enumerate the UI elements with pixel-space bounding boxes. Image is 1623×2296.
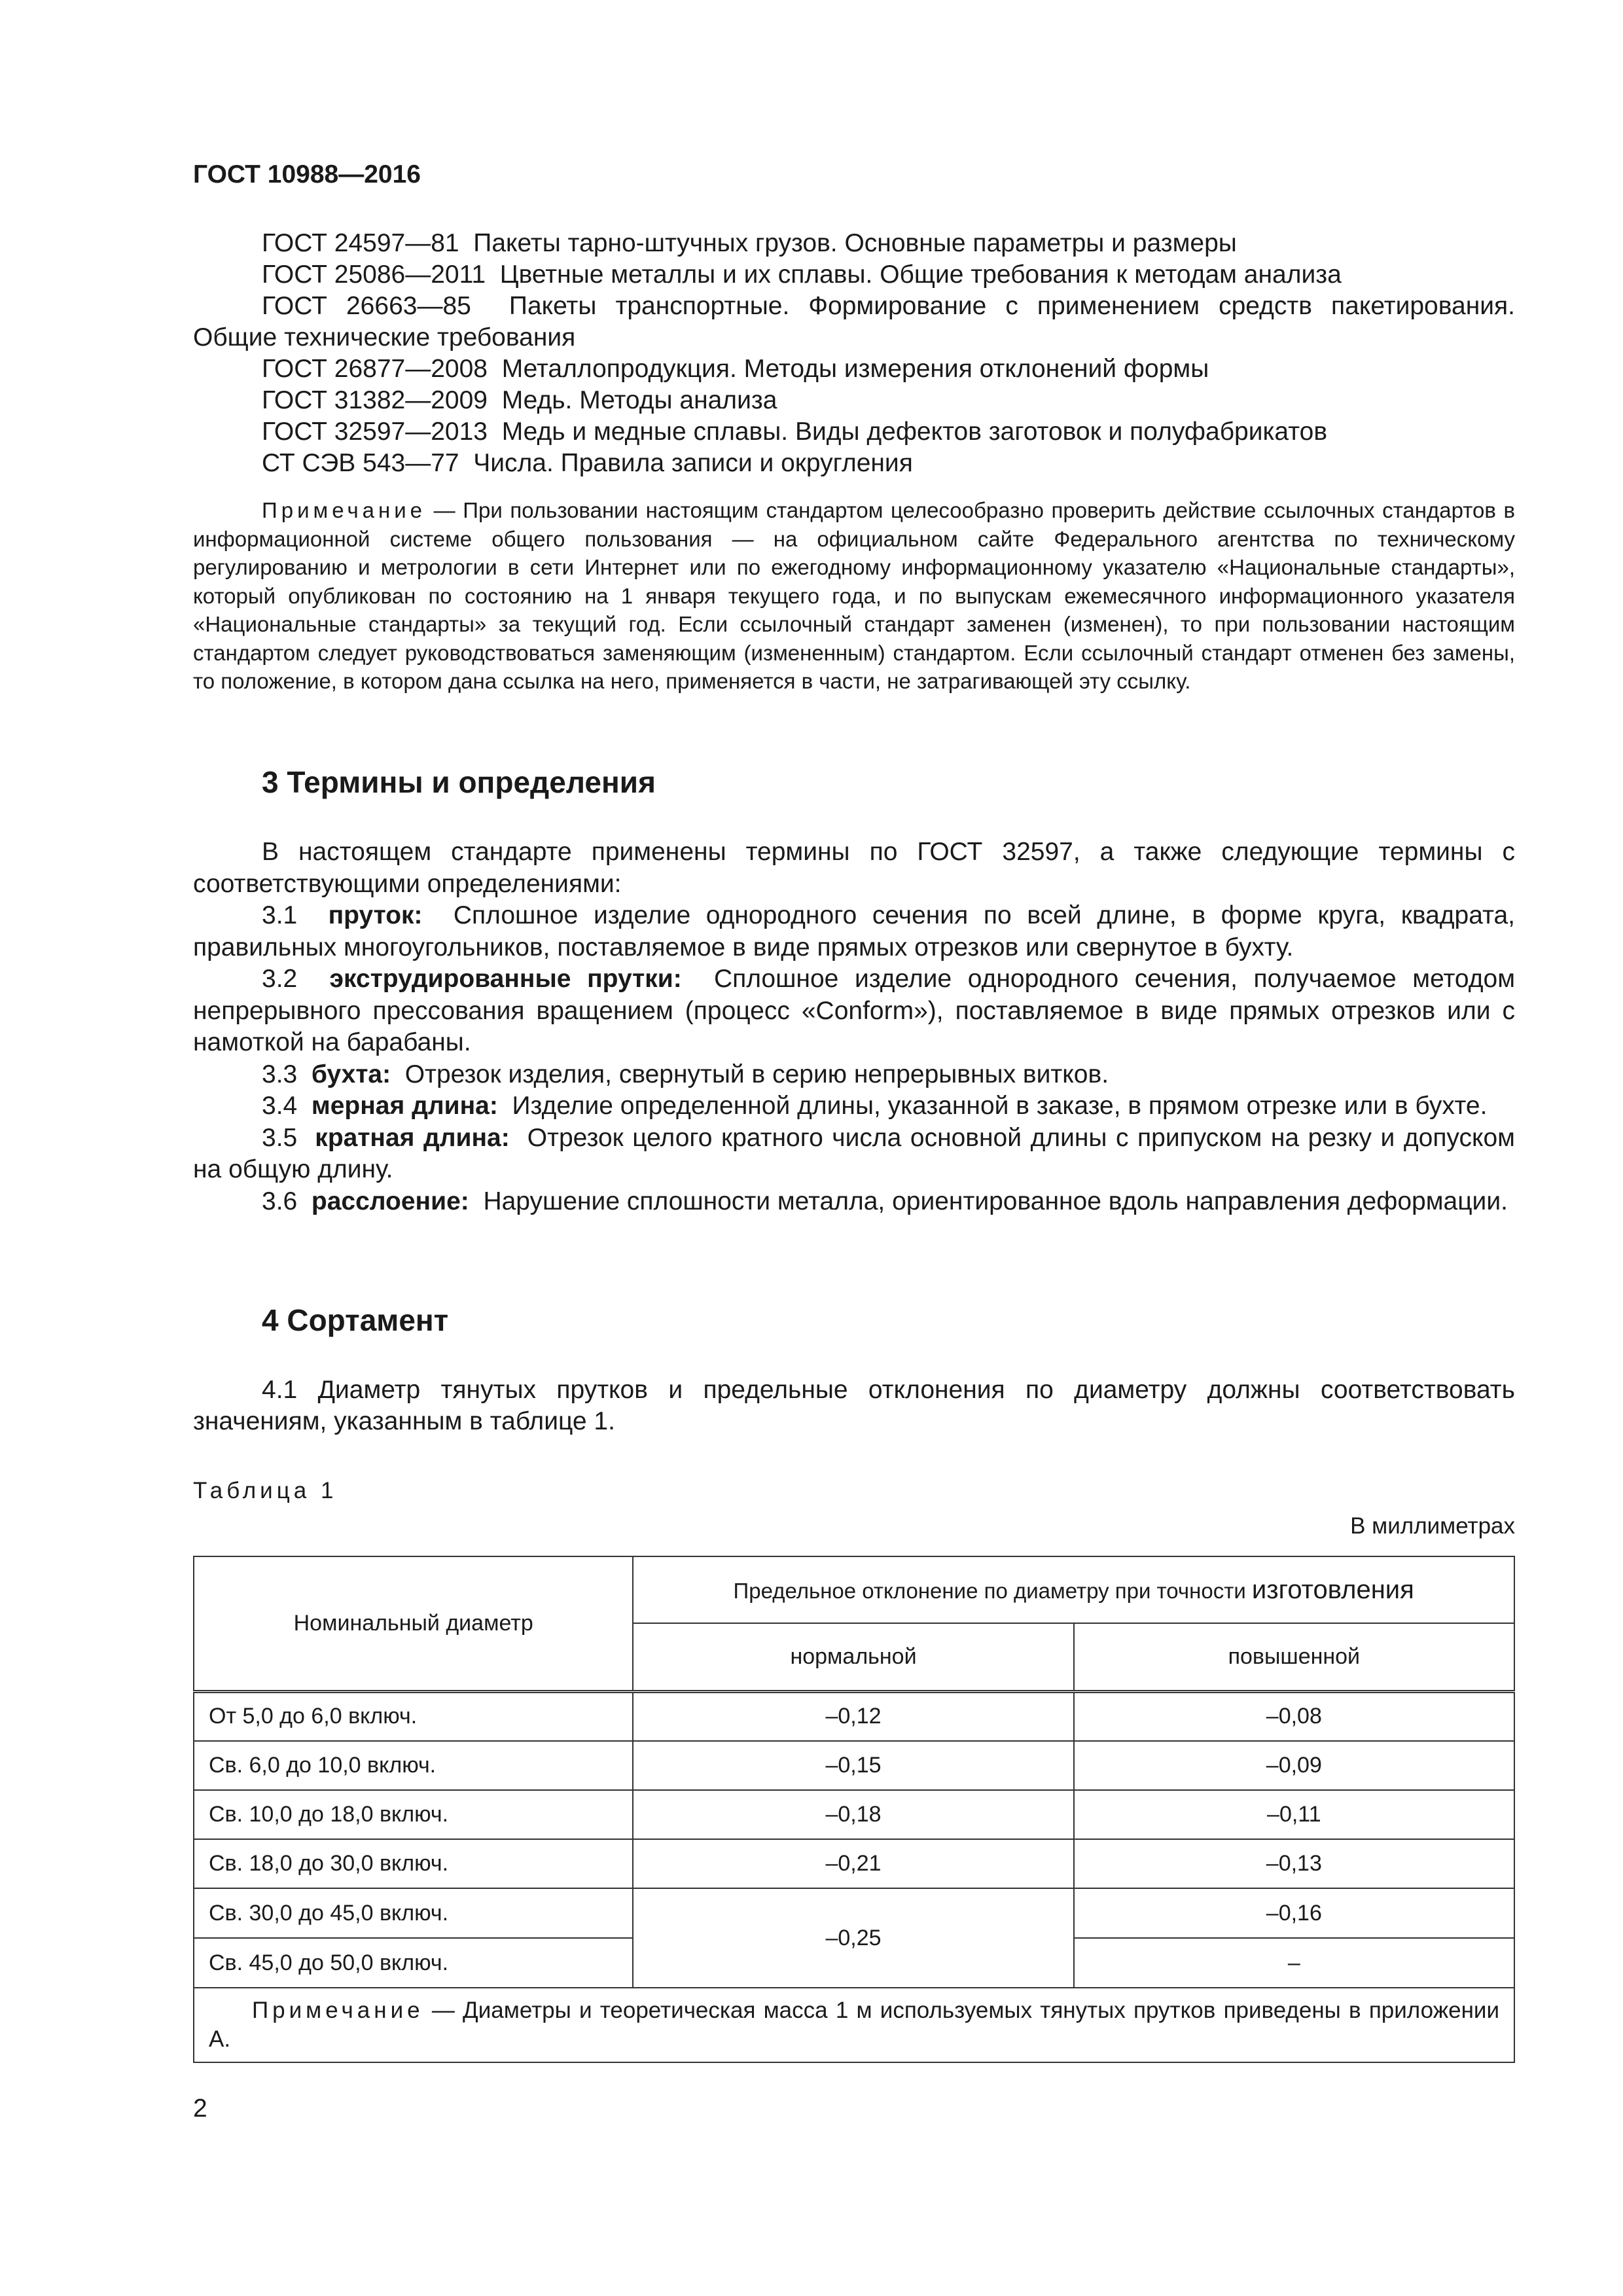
term-item: 3.2 экструдированные прутки: Сплошное изделие однородного сечения, получаемое методом непрерывного прессования вращением (процесс «Conform»), поставляемое в виде прямых отрезков или с намоткой на барабаны. xyxy=(193,965,1516,1056)
reference-item: ГОСТ 24597—81 Пакеты тарно-штучных грузов. Основные параметры и размеры xyxy=(262,229,1237,257)
header-normal-accuracy: нормальной xyxy=(633,1623,1073,1691)
section-4-paragraph: 4.1 Диаметр тянутых прутков и предельные отклонения по диаметру должны соответствовать значениям, указанным в таблице 1. xyxy=(193,1376,1515,1435)
table-note-text: — Диаметры и теоретическая масса 1 м используемых тянутых прутков приведены в приложении А. xyxy=(209,1998,1500,2052)
section-4-heading: 4 Сортамент xyxy=(262,1303,449,1337)
header-tolerance-group: Предельное отклонение по диаметру при точности изготовления xyxy=(633,1556,1514,1623)
document-id: ГОСТ 10988—2016 xyxy=(193,160,421,188)
note-text: — При пользовании настоящим стандартом целесообразно проверить действие ссылочных стандартов в информационной системе общего пользования — на официальном сайте Федерального агентства по техническому регулированию и метрологии в сети Интернет или по ежегодному информационному указателю «Национальные стандарты», который опубликован по состоянию на 1 января текущего года, и по выпускам ежемесячного информационного указателя «Национальные стандарты» за текущий год. Если ссылочный стандарт заменен (изменен), то при пользовании настоящим стандартом следует руководствоваться заменяющим (измененным) стандартом. Если ссылочный стандарт отменен без замены, то положение, в котором дана ссылка на него, применяется в части, не затрагивающей эту ссылку. xyxy=(193,498,1515,693)
table-note-row xyxy=(194,1988,1514,2062)
table-header-row xyxy=(194,1556,1514,1623)
terms-and-definitions xyxy=(193,836,1515,1217)
references-note xyxy=(193,496,1515,696)
table-row: Св. 6,0 до 10,0 включ. –0,15 –0,09 xyxy=(194,1741,1514,1790)
term-item: 3.4 мерная длина: Изделие определенной длины, указанной в заказе, в прямом отрезке или в бухте. xyxy=(262,1092,1488,1120)
table-row: Св. 18,0 до 30,0 включ. –0,21 –0,13 xyxy=(194,1839,1514,1888)
reference-item: ГОСТ 26663—85 Пакеты транспортные. Формирование с применением средств пакетирования. xyxy=(262,292,1515,320)
term-item: 3.3 бухта: Отрезок изделия, свернутый в серию непрерывных витков. xyxy=(262,1060,1109,1088)
term-item: 3.6 расслоение: Нарушение сплошности металла, ориентированное вдоль направления деформации. xyxy=(262,1187,1508,1215)
table-row: Св. 30,0 до 45,0 включ. –0,25 –0,16 xyxy=(194,1888,1514,1938)
table-units: В миллиметрах xyxy=(1350,1513,1515,1539)
section-3-heading: 3 Термины и определения xyxy=(262,765,656,799)
normative-references-list xyxy=(193,228,1515,479)
term-item: 3.5 кратная длина: Отрезок целого кратного числа основной длины с припуском на резку и допуском на общую длину. xyxy=(193,1123,1515,1183)
note-label: Примечание xyxy=(262,498,427,522)
table-row: Св. 10,0 до 18,0 включ. –0,18 –0,11 xyxy=(194,1790,1514,1839)
header-nominal-diameter: Номинальный диаметр xyxy=(194,1556,633,1691)
reference-item: ГОСТ 31382—2009 Медь. Методы анализа xyxy=(262,386,777,414)
section-3-intro: В настоящем стандарте применены термины по ГОСТ 32597, а также следующие термины с соответствующими определениями: xyxy=(193,838,1515,898)
header-high-accuracy: повышенной xyxy=(1074,1623,1514,1691)
reference-item: СТ СЭВ 543—77 Числа. Правила записи и округления xyxy=(262,449,913,477)
reference-item: ГОСТ 32597—2013 Медь и медные сплавы. Виды дефектов заготовок и полуфабрикатов xyxy=(262,418,1328,446)
table-1 xyxy=(193,1556,1515,2063)
table-row: Св. 45,0 до 50,0 включ. – xyxy=(194,1938,1514,1988)
table-note-label: Примечание xyxy=(252,1998,424,2023)
table-caption: Таблица 1 xyxy=(193,1478,338,1503)
term-item: 3.1 пруток: Сплошное изделие однородного сечения по всей длине, в форме круга, квадрата, правильных многоугольников, поставляемое в виде прямых отрезков или свернутое в бухту. xyxy=(193,901,1516,961)
reference-item-continuation: Общие технические требования xyxy=(193,323,576,351)
table-row: От 5,0 до 6,0 включ. –0,12 –0,08 xyxy=(194,1691,1514,1741)
reference-item: ГОСТ 25086—2011 Цветные металлы и их сплавы. Общие требования к методам анализа xyxy=(262,260,1342,289)
page-number: 2 xyxy=(193,2094,207,2123)
reference-item: ГОСТ 26877—2008 Металлопродукция. Методы измерения отклонений формы xyxy=(262,355,1209,383)
